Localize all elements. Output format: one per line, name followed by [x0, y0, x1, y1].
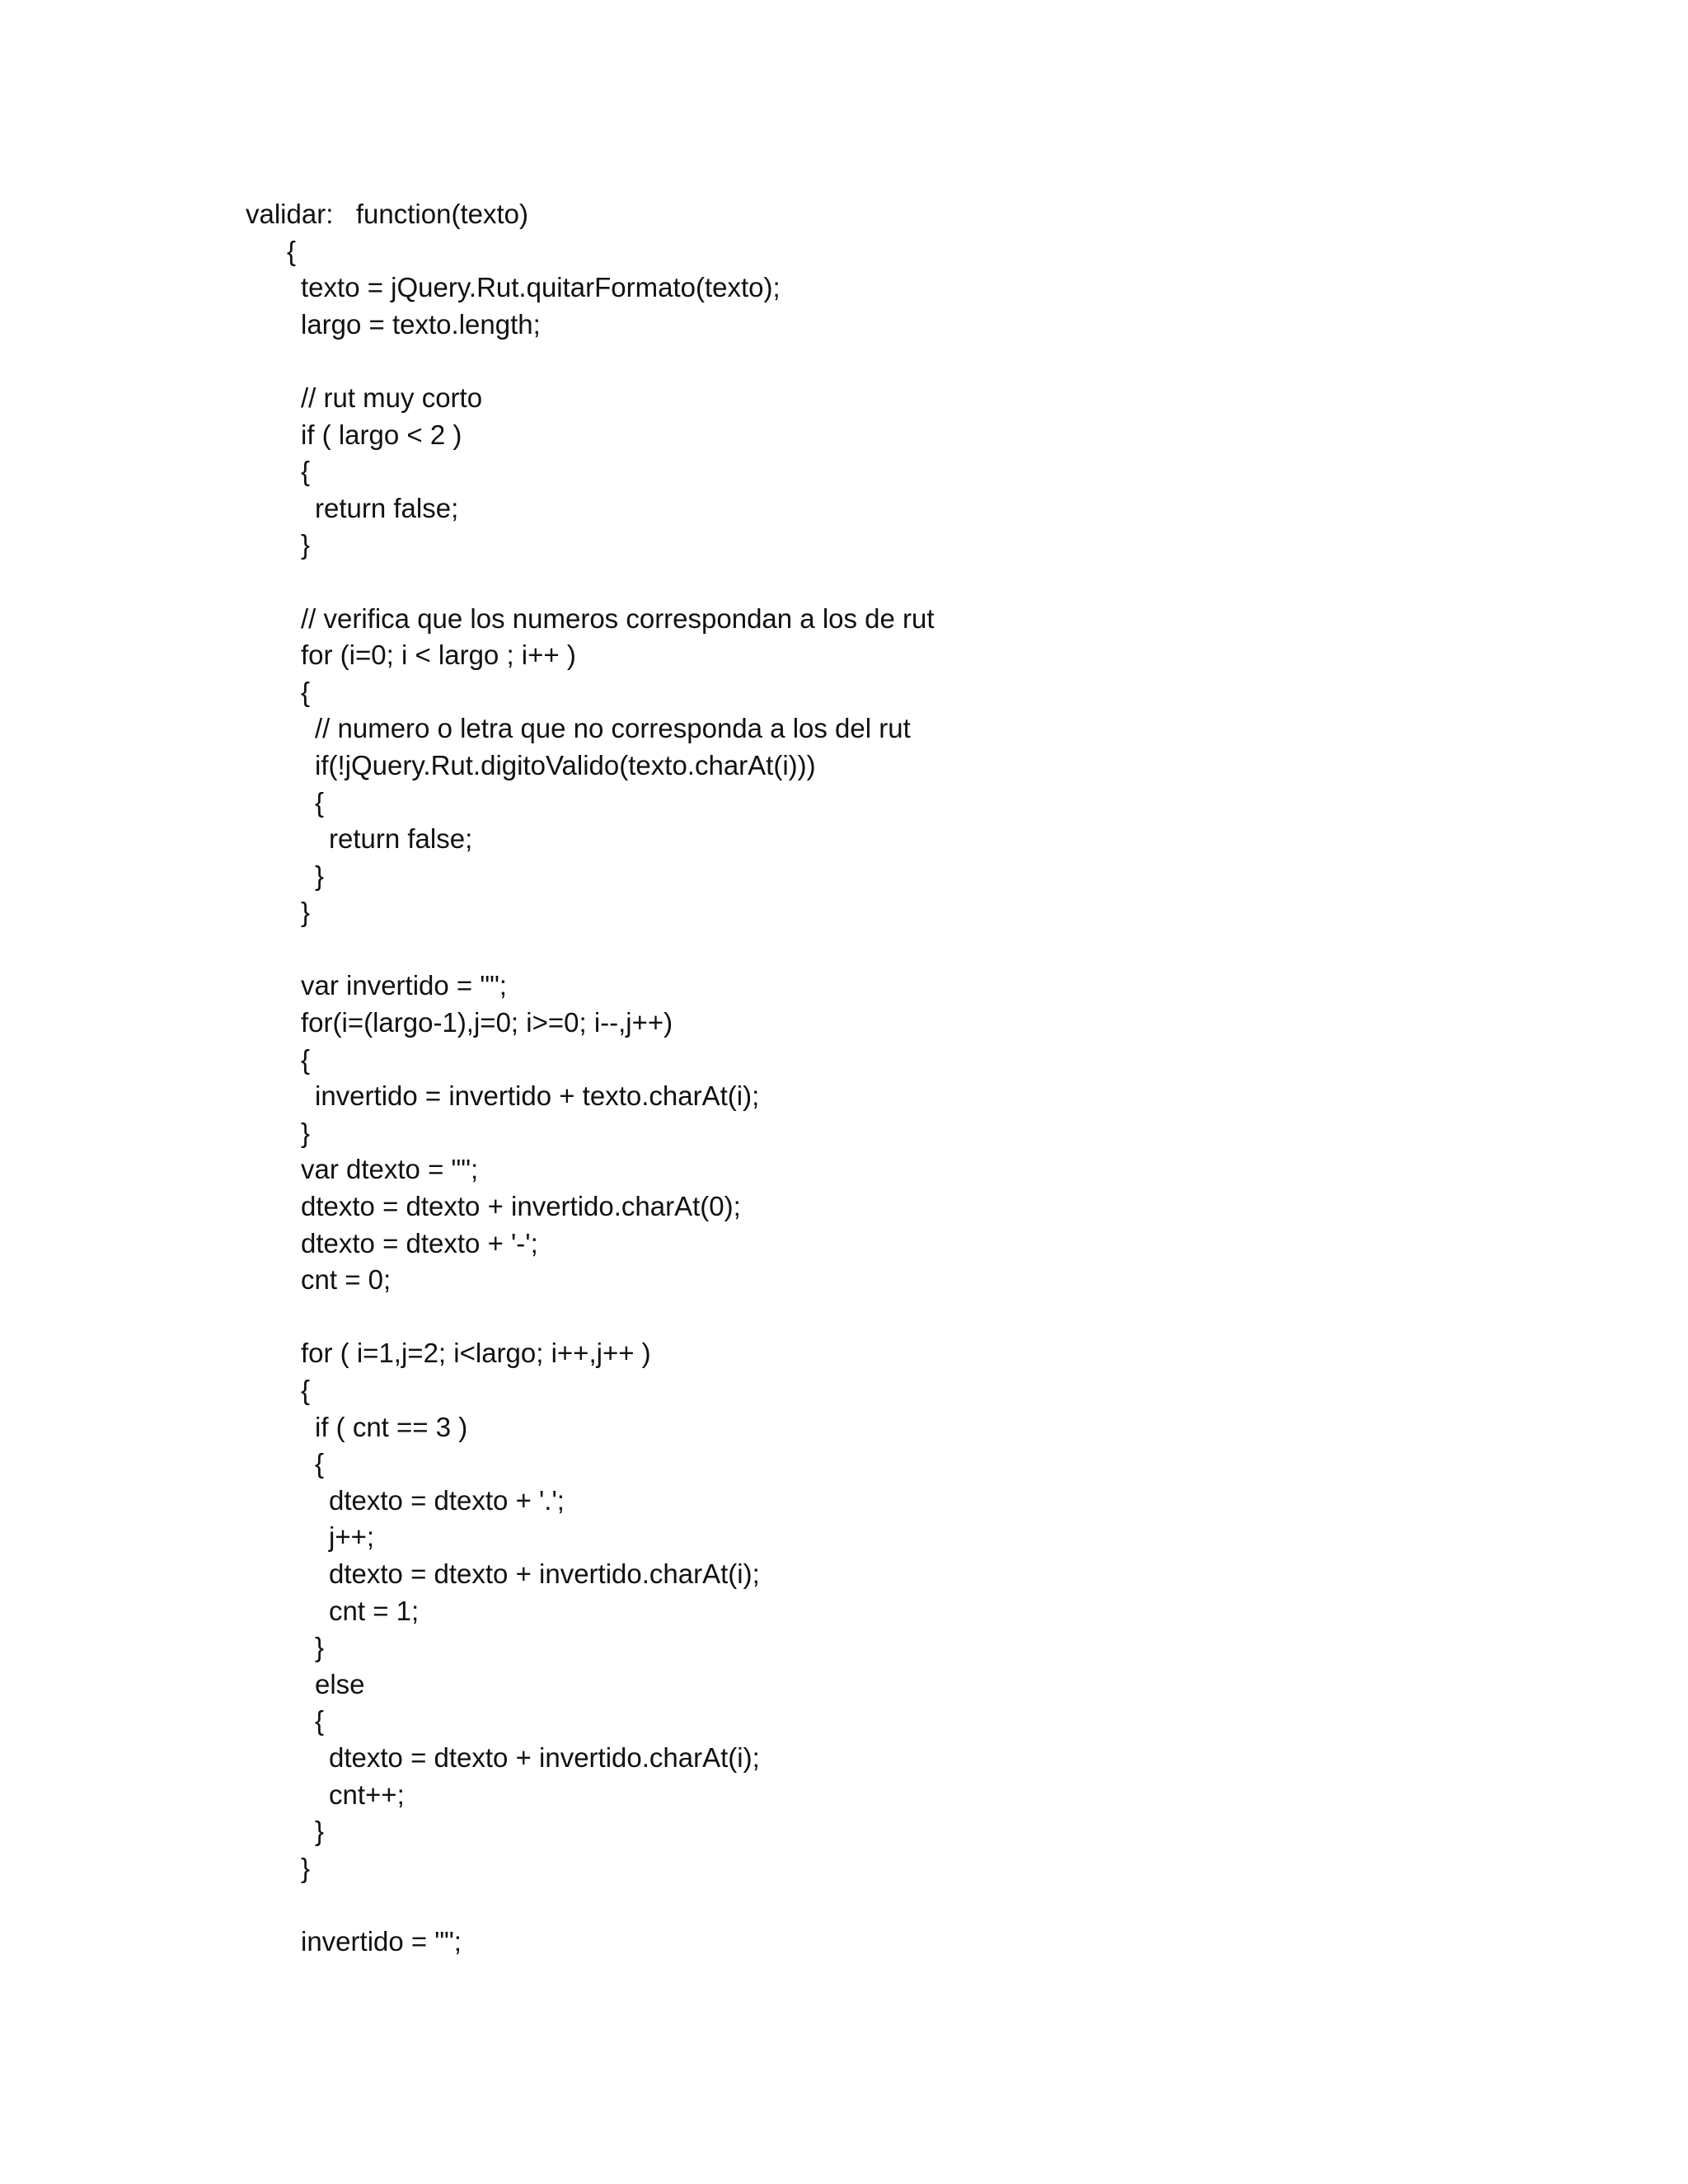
code-text: {	[301, 676, 311, 707]
code-line	[0, 453, 1688, 490]
code-line	[0, 1777, 1688, 1814]
code-text: {	[315, 1448, 325, 1479]
code-line	[0, 1629, 1688, 1666]
code-text: cnt = 1;	[329, 1595, 420, 1626]
code-text: if(!jQuery.Rut.digitoValido(texto.charAt(i)))	[315, 749, 816, 780]
code-line	[0, 1078, 1688, 1115]
code-text: j++;	[329, 1521, 375, 1553]
code-line	[0, 1262, 1688, 1299]
code-text: for ( i=1,j=2; i<largo; i++,j++ )	[301, 1338, 651, 1369]
code-text: }	[315, 860, 325, 891]
code-line	[0, 674, 1688, 711]
blank-line	[0, 564, 1688, 601]
code-text: {	[301, 456, 311, 487]
code-line	[0, 1703, 1688, 1740]
code-line	[0, 307, 1688, 344]
blank-line	[0, 931, 1688, 968]
code-line	[0, 1409, 1688, 1446]
blank-line	[0, 1886, 1688, 1924]
code-text: validar: function(texto)	[246, 199, 528, 229]
code-line	[0, 1813, 1688, 1850]
code-line	[0, 601, 1688, 638]
code-text: if ( cnt == 3 )	[315, 1411, 468, 1442]
code-text: dtexto = dtexto + invertido.charAt(i);	[329, 1741, 760, 1773]
code-line	[0, 748, 1688, 785]
code-text: }	[315, 1632, 325, 1663]
code-line	[0, 1740, 1688, 1777]
code-line	[0, 1593, 1688, 1630]
code-line	[0, 1115, 1688, 1152]
code-text: texto = jQuery.Rut.quitarFormato(texto);	[301, 272, 781, 303]
code-text: {	[315, 786, 325, 818]
code-line	[0, 417, 1688, 454]
code-text: var dtexto = "";	[301, 1154, 479, 1185]
code-line	[0, 1226, 1688, 1263]
code-line	[0, 1666, 1688, 1704]
code-text: }	[301, 529, 311, 560]
code-text: cnt++;	[329, 1779, 405, 1810]
code-text: if ( largo < 2 )	[301, 419, 462, 450]
code-text: invertido = "";	[301, 1925, 462, 1957]
code-text: for (i=0; i < largo ; i++ )	[301, 640, 576, 671]
code-line	[0, 490, 1688, 527]
code-line	[0, 894, 1688, 931]
code-text: dtexto = dtexto + '.';	[329, 1484, 565, 1516]
code-text: {	[287, 235, 297, 266]
code-text: largo = texto.length;	[301, 308, 541, 340]
code-text: return false;	[329, 823, 473, 855]
code-line	[0, 1446, 1688, 1483]
code-line	[0, 1924, 1688, 1961]
code-text: }	[301, 1852, 311, 1883]
code-text: for(i=(largo-1),j=0; i>=0; i--,j++)	[301, 1007, 673, 1038]
code-text: dtexto = dtexto + invertido.charAt(i);	[329, 1558, 760, 1589]
code-line	[0, 637, 1688, 674]
code-text: {	[301, 1043, 311, 1075]
code-listing	[0, 196, 1688, 1961]
code-text: }	[315, 1816, 325, 1847]
code-line	[0, 858, 1688, 895]
code-text: else	[315, 1668, 365, 1699]
code-line	[0, 710, 1688, 748]
code-line	[0, 269, 1688, 307]
code-line	[0, 1556, 1688, 1593]
code-line	[0, 821, 1688, 858]
code-text: {	[301, 1375, 311, 1405]
code-line	[0, 1483, 1688, 1520]
code-text: dtexto = dtexto + invertido.charAt(0);	[301, 1191, 741, 1222]
code-line	[0, 1188, 1688, 1226]
code-line	[0, 196, 1688, 233]
code-line	[0, 785, 1688, 822]
code-text: }	[301, 1117, 311, 1148]
code-line	[0, 1335, 1688, 1372]
code-line	[0, 1042, 1688, 1079]
code-comment: // rut muy corto	[301, 382, 483, 413]
code-text: }	[301, 897, 311, 928]
code-line	[0, 1372, 1688, 1409]
blank-line	[0, 343, 1688, 380]
code-comment: // numero o letra que no corresponda a los del rut	[315, 713, 911, 744]
code-line	[0, 1151, 1688, 1188]
code-line	[0, 527, 1688, 564]
code-text: dtexto = dtexto + '-';	[301, 1227, 538, 1258]
code-text: invertido = invertido + texto.charAt(i);	[315, 1080, 760, 1112]
code-line	[0, 380, 1688, 417]
code-text: return false;	[315, 492, 459, 523]
code-text: {	[315, 1705, 325, 1736]
code-comment: // verifica que los numeros correspondan a los de rut	[301, 602, 935, 634]
blank-line	[0, 1299, 1688, 1336]
code-text: var invertido = "";	[301, 970, 507, 1001]
code-line	[0, 233, 1688, 270]
code-line	[0, 1519, 1688, 1556]
code-line	[0, 1850, 1688, 1887]
code-line	[0, 968, 1688, 1005]
code-line	[0, 1005, 1688, 1042]
code-text: cnt = 0;	[301, 1264, 392, 1296]
